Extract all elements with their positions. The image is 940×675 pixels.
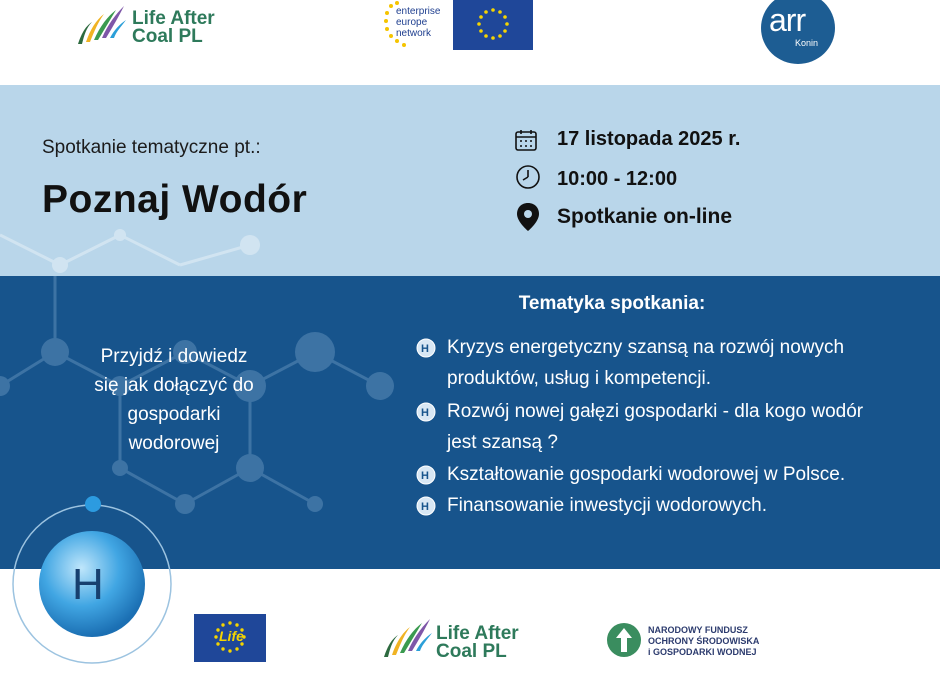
- arr-logo-subtext: Konin: [795, 38, 819, 48]
- eu-life-label: Life: [219, 628, 244, 644]
- nfosigw-line1: NARODOWY FUNDUSZ: [648, 625, 748, 635]
- nfosigw-line3: i GOSPODARKI WODNEJ: [648, 647, 757, 657]
- topic-line: jest szansą ?: [447, 432, 558, 453]
- logo-text-line1: Life After: [436, 623, 519, 644]
- promo-line: wodorowej: [128, 433, 220, 454]
- promo-line: Przyjdź i dowiedz: [100, 346, 248, 367]
- svg-text:H: H: [421, 343, 429, 355]
- nfosigw-emblem-icon: [606, 622, 642, 658]
- nfosigw-line2: OCHRONY ŚRODOWISKA: [648, 636, 760, 646]
- logo-text-line2: Coal PL: [132, 26, 203, 47]
- hydrogen-symbol: H: [72, 560, 104, 609]
- promo-text: [72, 342, 276, 458]
- topic-line: Kryzys energetyczny szansą na rozwój nowych: [447, 337, 845, 358]
- h2-bullet-icon: [416, 496, 436, 516]
- arr-logo-text: arr: [769, 2, 806, 38]
- logo-text-line2: Coal PL: [436, 641, 507, 662]
- arr-konin-logo: [761, 0, 835, 64]
- event-subtitle: Spotkanie tematyczne pt.:: [42, 137, 261, 158]
- topic-line: Kształtowanie gospodarki wodorowej w Polsce.: [447, 464, 846, 485]
- h2-bullet-icon: [416, 402, 436, 422]
- h2-bullet-icon: [416, 465, 436, 485]
- topic-item: [416, 332, 926, 394]
- nfosigw-logo: [606, 620, 766, 662]
- topic-item: [416, 459, 926, 490]
- enterprise-europe-network-logo: [383, 0, 533, 50]
- logo-text-line1: Life After: [132, 8, 215, 29]
- svg-text:H: H: [421, 470, 429, 482]
- topic-line: produktów, usług i kompetencji.: [447, 368, 712, 389]
- topic-item: [416, 490, 926, 521]
- topic-line: Rozwój nowej gałęzi gospodarki - dla kogo wodór: [447, 401, 864, 422]
- topic-line: Finansowanie inwestycji wodorowych.: [447, 495, 767, 516]
- life-after-coal-logo: [72, 2, 222, 46]
- topic-item: [416, 396, 926, 458]
- event-date: 17 listopada 2025 r.: [557, 128, 741, 150]
- clock-icon: [515, 164, 541, 190]
- location-pin-icon: [515, 202, 541, 232]
- een-line3: network: [396, 28, 432, 39]
- svg-text:H: H: [421, 501, 429, 513]
- event-title: Poznaj Wodór: [42, 178, 308, 221]
- promo-line: się jak dołączyć do: [94, 375, 254, 396]
- svg-text:H: H: [421, 407, 429, 419]
- event-location: Spotkanie on-line: [557, 205, 733, 228]
- leaf-icon: [72, 2, 128, 46]
- topics-heading: Tematyka spotkania:: [518, 293, 706, 314]
- event-time: 10:00 - 12:00: [557, 168, 678, 190]
- leaf-icon: [378, 615, 434, 659]
- calendar-icon: [514, 128, 538, 152]
- een-line2: europe: [396, 17, 428, 28]
- eu-flag-icon: [453, 0, 533, 50]
- life-after-coal-logo-footer: [378, 615, 528, 662]
- promo-line: gospodarki: [127, 404, 221, 425]
- h2-bullet-icon: [416, 338, 436, 358]
- header: [0, 0, 940, 85]
- een-line1: enterprise: [396, 6, 441, 17]
